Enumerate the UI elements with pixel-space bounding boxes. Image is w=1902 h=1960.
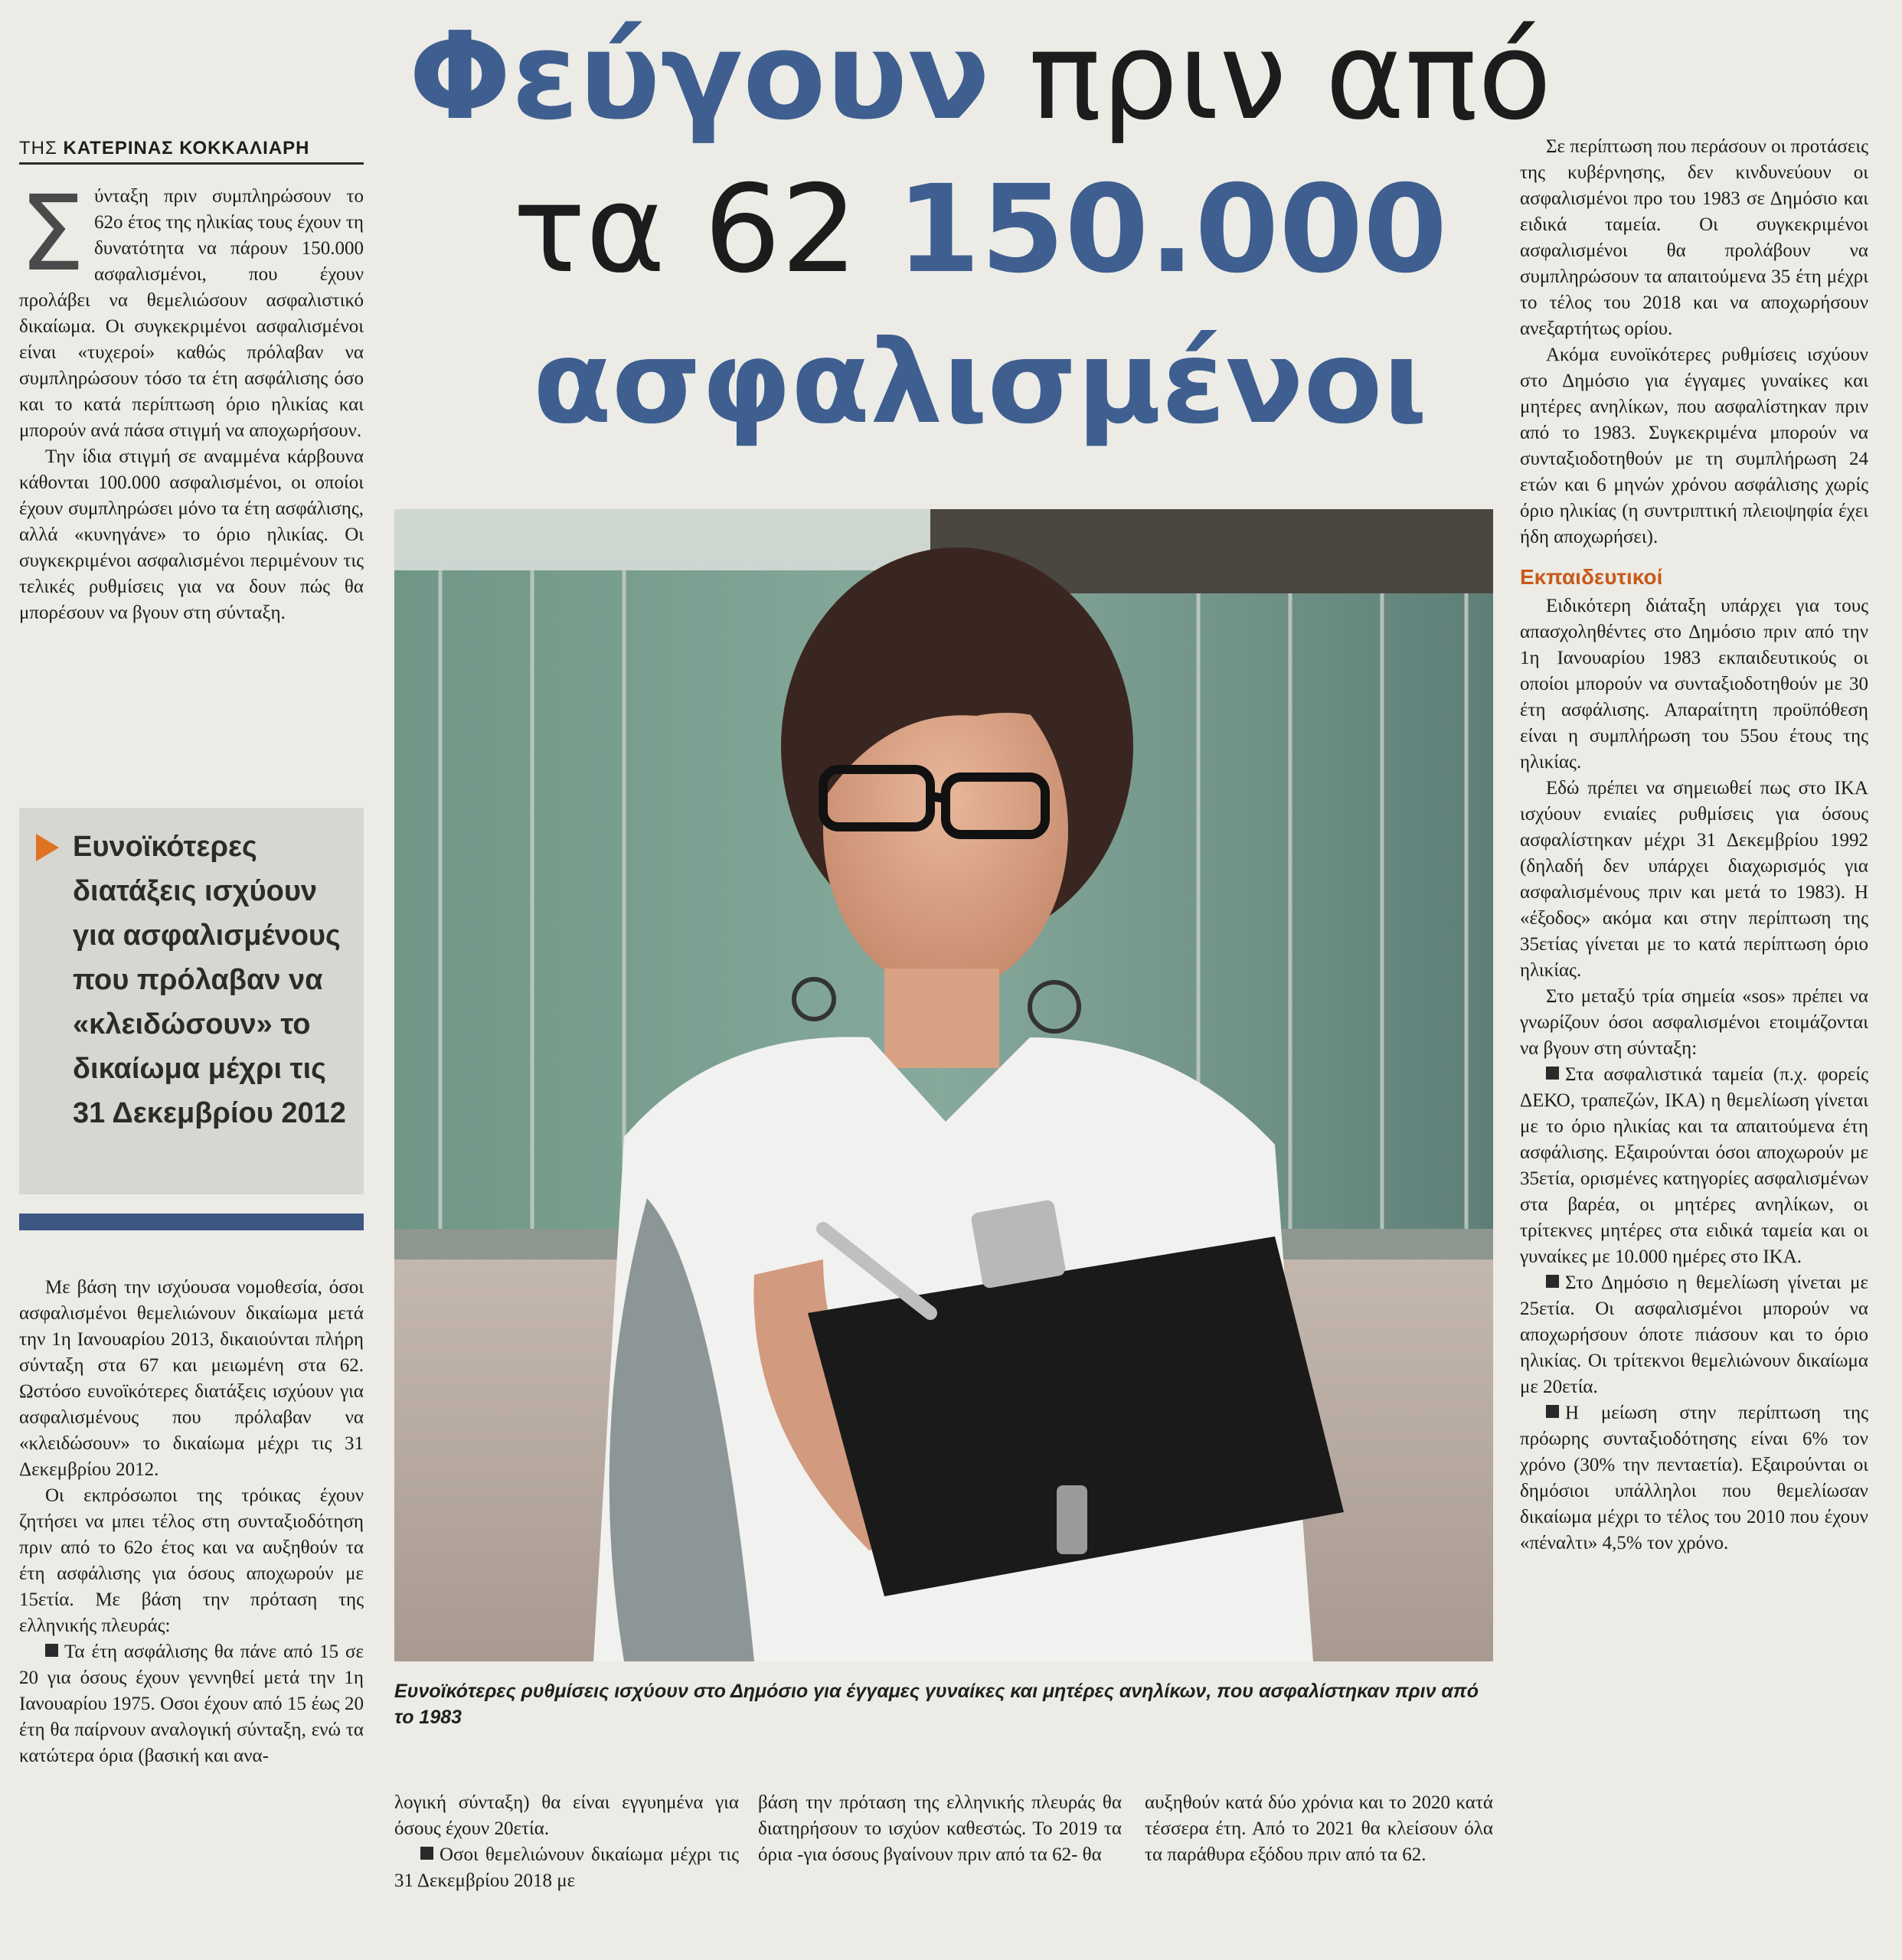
bullet-paragraph: [1520, 1270, 1868, 1400]
bullet-text: Οσοι θεμελιώνουν δικαίωμα μέχρι τις 31 Δεκεμβρίου 2018 με: [394, 1844, 739, 1891]
bullet-paragraph: [1520, 1400, 1868, 1557]
byline: [19, 138, 364, 165]
right-column: [1520, 134, 1868, 1557]
byline-prefix: ΤΗΣ: [19, 138, 57, 158]
body-paragraph: Με βάση την ισχύουσα νομοθεσία, όσοι ασφαλισμένοι θεμελιώνουν δικαίωμα μετά την 1η Ιανουαρίου 2013, δικαιούνται πλήρη σύνταξη στα 67 και μειωμένη στα 62. Ωστόσο ευνοϊκότερες διατάξεις ισχύουν για ασφαλισμένους που πρόλαβαν να «κλειδώσουν» το δικαίωμα μέχρι τις 31 Δεκεμβρίου 2012.: [19, 1277, 364, 1480]
left-column-bottom: [19, 1275, 364, 1769]
bullet-paragraph: [1520, 1062, 1868, 1270]
headline-blue-word: Φεύγουν: [408, 6, 990, 147]
headline-dark-words: πριν από: [1028, 6, 1552, 147]
bullet-paragraph: [394, 1842, 739, 1894]
square-bullet-icon: [1546, 1067, 1559, 1080]
section-subhead: Εκπαιδευτικοί: [1520, 565, 1663, 589]
intro-text: ύνταξη πριν συμπληρώσουν το 62ο έτος της ηλικίας τους έχουν τη δυνατότητα να πάρουν 150.000 ασφαλισμένοι, που έχουν προλάβει να θεμελιώσουν ασφαλιστικό δικαίωμα. Οι συγκεκριμένοι ασφαλισμένοι είναι «τυχεροί» καθώς πρόλαβαν να συμπληρώσουν τόσο τα έτη ασφάλισης όσο και το κατά περίπτωση όριο ηλικίας και μπορούν ανά πάσα στιγμή να αποχωρήσουν.: [19, 186, 364, 441]
headline-dark-words-2: τα 62: [512, 159, 858, 300]
headline-blue-word-3: ασφαλισμένοι: [533, 316, 1427, 449]
drop-cap: Σ: [19, 174, 85, 295]
triangle-arrow-icon: [36, 834, 59, 861]
body-paragraph: Ειδικότερη διάταξη υπάρχει για τους απασχοληθέντες στο Δημόσιο πριν από την 1η Ιανουαρίου 1983 εκπαιδευτικούς οι οποίοι μπορούν να συνταξιοδοτηθούν με 30 έτη ασφάλισης. Απαραίτητη προϋπόθεση είναι η συμπλήρωση του 55ου έτους της ηλικίας.: [1520, 596, 1868, 773]
bullet-text: Στα ασφαλιστικά ταμεία (π.χ. φορείς ΔΕΚΟ, τραπεζών, ΙΚΑ) η θεμελίωση γίνεται με το όριο ηλικίας και τα απαιτούμενα έτη ασφάλισης. Εξαιρούνται όσοι αποχωρούν με 35ετία, ορισμένες κατηγορίες ασφαλισμένων στα βαρέα, οι μητέρες ανηλίκων, οι τρίτεκνες μητέρες στα ειδικά ταμεία και οι γυναίκες με 10.000 ημέρες στο ΙΚΑ.: [1520, 1064, 1868, 1267]
bullet-text: Η μείωση στην περίπτωση της πρόωρης συνταξιοδότησης είναι 6% τον χρόνο (30% την πενταετία). Εξαιρούνται οι δημόσιοι υπάλληλοι που θεμελίωσαν δικαίωμα μέχρι το τέλος του 2010 που έχουν «πέναλτι» 4,5% τον χρόνο.: [1520, 1403, 1868, 1553]
headline-line-1: [360, 0, 1600, 153]
byline-author: ΚΑΤΕΡΙΝΑΣ ΚΟΚΚΑΛΙΑΡΗ: [63, 138, 310, 158]
bottom-column-3: [1145, 1790, 1493, 1868]
body-paragraph: λογική σύνταξη) θα είναι εγγυημένα για όσους έχουν 20ετία.: [394, 1792, 739, 1839]
headline-line-2: [360, 153, 1600, 306]
pull-quote-text: Ευνοϊκότερες διατάξεις ισχύουν για ασφαλισμένους που πρόλαβαν να «κλειδώσουν» το δικαίωμα μέχρι τις 31 Δεκεμβρίου 2012: [73, 831, 346, 1129]
headline: [360, 0, 1600, 459]
body-paragraph: Εδώ πρέπει να σημειωθεί πως στο ΙΚΑ ισχύουν ενιαίες ρυθμίσεις για όσους ασφαλίστηκαν μέχρι 31 Δεκεμβρίου 1992 (δηλαδή δεν υπάρχει διαχωρισμός για ασφαλισμένους πριν και μετά το 1983). Η «έξοδος» ακόμα και στην περίπτωση της 35ετίας γίνεται με το κατά περίπτωση όριο ηλικίας.: [1520, 778, 1868, 981]
body-paragraph: Οι εκπρόσωποι της τρόικας έχουν ζητήσει να μπει τέλος στη συνταξιοδότηση πριν από το 62ο έτος και να αυξηθούν τα έτη ασφάλισης για όσους αποχωρούν με 15ετία. Με βάση την πρόταση της ελληνικής πλευράς:: [19, 1485, 364, 1636]
square-bullet-icon: [420, 1847, 433, 1860]
body-paragraph: Σε περίπτωση που περάσουν οι προτάσεις της κυβέρνησης, δεν κινδυνεύουν οι ασφαλισμένοι προ του 1983 σε Δημόσιο και ειδικά ταμεία. Οι συγκεκριμένοι ασφαλισμένοι θα προλάβουν να συμπληρώσουν τα απαιτούμενα 35 έτη μέχρι το τέλος του 2018 και να αποχωρήσουν ανεξαρτήτως ορίου.: [1520, 136, 1868, 339]
photo-caption: Ευνοϊκότερες ρυθμίσεις ισχύουν στο Δημόσιο για έγγαμες γυναίκες και μητέρες ανηλίκων, που ασφαλίστηκαν πριν από το 1983: [394, 1681, 1479, 1728]
body-paragraph: βάση την πρόταση της ελληνικής πλευράς θα διατηρήσουν το ισχύον καθεστώς. Το 2019 τα όρια -για όσους βγαίνουν πριν από τα 62- θα: [758, 1792, 1122, 1865]
bullet-text: Τα έτη ασφάλισης θα πάνε από 15 σε 20 για όσους έχουν γεννηθεί μετά την 1η Ιανουαρίου 1975. Οσοι έχουν από 15 έως 20 έτη θα παίρνουν αναλογική σύνταξη, ενώ τα κατώτερα όρια (βασική και ανα-: [19, 1642, 364, 1766]
bullet-text: Στο Δημόσιο η θεμελίωση γίνεται με 25ετία. Οι ασφαλισμένοι μπορούν να αποχωρήσουν όποτε πιάσουν και το όριο ηλικίας. Οι τρίτεκνοι θεμελιώνουν δικαίωμα με 20ετία.: [1520, 1272, 1868, 1397]
square-bullet-icon: [45, 1644, 58, 1657]
bottom-column-2: [758, 1790, 1122, 1868]
headline-line-3: [360, 306, 1600, 459]
body-paragraph: Την ίδια στιγμή σε αναμμένα κάρβουνα κάθονται 100.000 ασφαλισμένοι, οι οποίοι έχουν συμπληρώσει μόνο τα έτη ασφάλισης, αλλά «κυνηγάνε» το όριο ηλικίας. Οι συγκεκριμένοι ασφαλισμένοι περιμένουν τις τελικές ρυθμίσεις για να δουν πώς θα μπορέσουν να βγουν στη σύνταξη.: [19, 446, 364, 623]
bullet-paragraph: [19, 1639, 364, 1769]
article-photo: [394, 509, 1493, 1661]
body-paragraph: Ακόμα ευνοϊκότερες ρυθμίσεις ισχύουν στο Δημόσιο για έγγαμες γυναίκες και μητέρες ανηλίκων, που ασφαλίστηκαν πριν από το 1983. Συγκεκριμένα μπορούν να συνταξιοδοτηθούν με τη συμπλήρωση 24 ετών και 6 μηνών χρόνου ασφάλισης χωρίς όριο ηλικίας (η συντριπτική πλειοψηφία έχει ήδη αποχωρήσει).: [1520, 345, 1868, 547]
square-bullet-icon: [1546, 1405, 1559, 1418]
intro-paragraph: [19, 174, 364, 444]
body-paragraph: αυξηθούν κατά δύο χρόνια και το 2020 κατά τέσσερα έτη. Από το 2021 θα κλείσουν όλα τα παράθυρα εξόδου πριν από τα 62.: [1145, 1792, 1493, 1865]
bottom-column-1: [394, 1790, 739, 1894]
left-column-top: [19, 174, 364, 626]
square-bullet-icon: [1546, 1275, 1559, 1288]
section-rule: [19, 1214, 364, 1230]
pull-quote-box: [19, 808, 364, 1194]
body-paragraph: Στο μεταξύ τρία σημεία «sos» πρέπει να γνωρίζουν όσοι ασφαλισμένοι ετοιμάζονται να βγουν στη σύνταξη:: [1520, 986, 1868, 1059]
headline-number: 150.000: [896, 159, 1448, 300]
